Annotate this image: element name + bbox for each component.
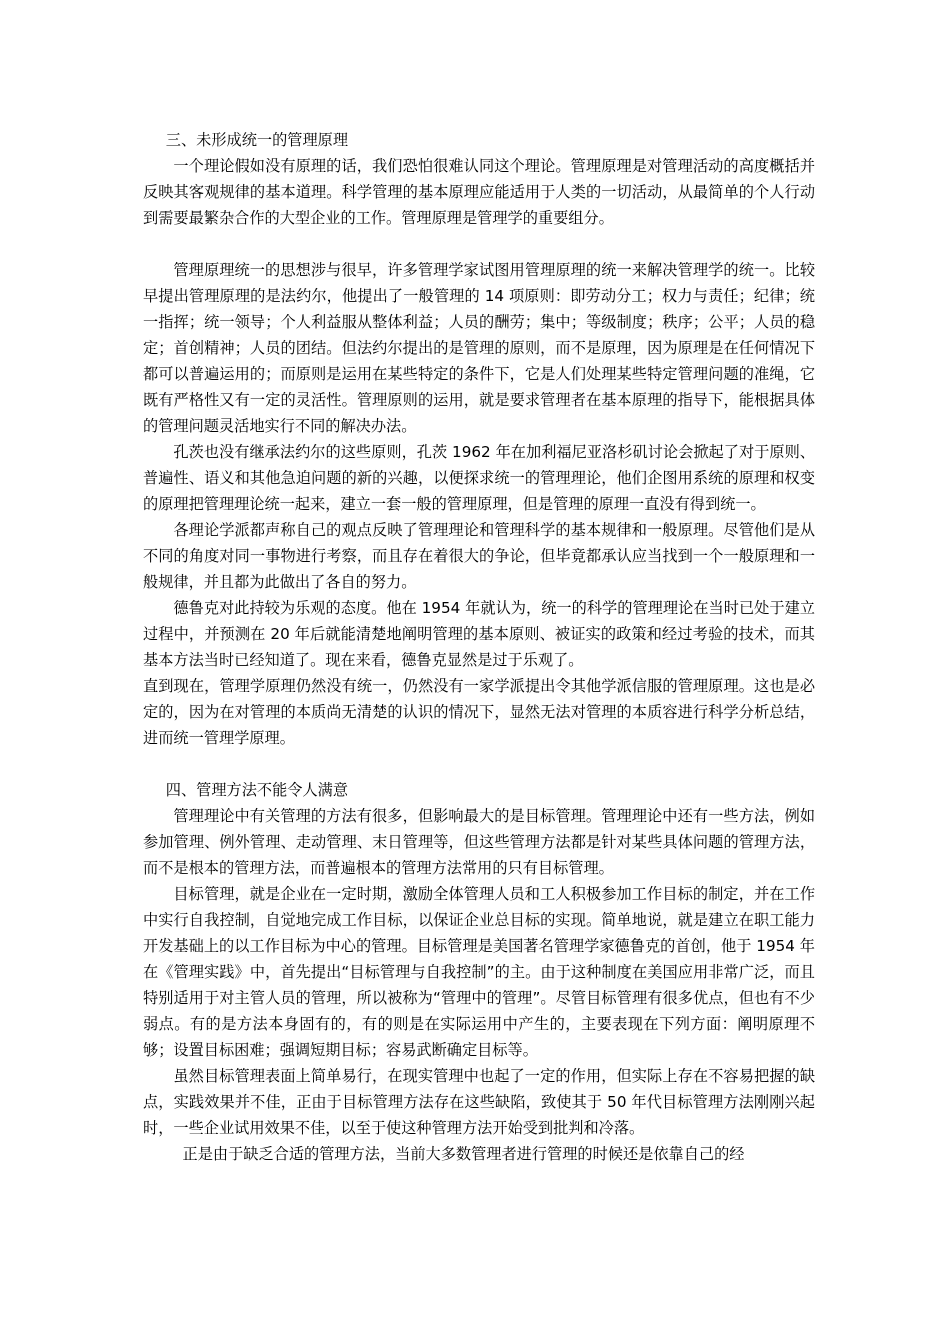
paragraph: 管理理论中有关管理的方法有很多，但影响最大的是目标管理。管理理论中还有一些方法，例如参加管理、例外管理、走动管理、末日管理等，但这些管理方法都是针对某些具体问题的管理方法，而不是根本的管理方法，而普遍根本的管理方法常用的只有目标管理。 [143,807,815,877]
paragraph-gap [143,751,815,777]
paragraph: 德鲁克对此持较为乐观的态度。他在 1954 年就认为，统一的科学的管理理论在当时已处于建立过程中，并预测在 20 年后就能清楚地阐明管理的基本原则、被证实的政策和经过考验的技术，而其基本方法当时已经知道了。现在来看，德鲁克显然是过于乐观了。 [143,599,815,669]
paragraph: 虽然目标管理表面上简单易行，在现实管理中也起了一定的作用，但实际上存在不容易把握的缺点，实践效果并不佳，正由于目标管理方法存在这些缺陷，致使其于 50 年代目标管理方法刚刚兴起时，一些企业试用效果不佳，以至于使这种管理方法开始受到批判和冷落。 [143,1067,815,1137]
paragraph: 一个理论假如没有原理的话，我们恐怕很难认同这个理论。管理原理是对管理活动的高度概括并反映其客观规律的基本道理。科学管理的基本原理应能适用于人类的一切活动，从最简单的个人行动到需要最繁杂合作的大型企业的工作。管理原理是管理学的重要组分。 [143,157,815,227]
paragraph-truncated: 正是由于缺乏合适的管理方法，当前大多数管理者进行管理的时候还是依靠自己的经 [182,1145,745,1163]
paragraph: 管理原理统一的思想涉与很早，许多管理学家试图用管理原理的统一来解决管理学的统一。比较早提出管理原理的是法约尔，他提出了一般管理的 14 项原则：即劳动分工；权力与责任；纪律；统一指挥；统一领导；个人利益服从整体利益；人员的酬劳；集中；等级制度；秩序；公平；人员的稳定；首创精神；人员的团结。但法约尔提出的是管理的原则，而不是原理，因为原理是在任何情况下都可以普遍运用的；而原则是运用在某些特定的条件下，它是人们处理某些特定管理问题的准绳，它既有严格性又有一定的灵活性。管理原则的运用，就是要求管理者在基本原理的指导下，能根据具体的管理问题灵活地实行不同的解决办法。 [143,261,815,435]
document-page [143,127,815,1167]
paragraph: 孔茨也没有继承法约尔的这些原则，孔茨 1962 年在加利福尼亚洛杉矶讨论会掀起了对于原则、普遍性、语义和其他急迫问题的新的兴趣，以便探求统一的管理理论，他们企图用系统的原理和权变的原理把管理理论统一起来，建立一套一般的管理原理，但是管理的原理一直没有得到统一。 [143,443,815,513]
paragraph: 各理论学派都声称自己的观点反映了管理理论和管理科学的基本规律和一般原理。尽管他们是从不同的角度对同一事物进行考察，而且存在着很大的争论，但毕竟都承认应当找到一个一般原理和一般规律，并且都为此做出了各自的努力。 [143,521,815,591]
section-heading-4: 四、管理方法不能令人满意 [165,781,349,799]
paragraph: 目标管理，就是企业在一定时期，激励全体管理人员和工人积极参加工作目标的制定，并在工作中实行自我控制，自觉地完成工作目标，以保证企业总目标的实现。简单地说，就是建立在职工能力开发基础上的以工作目标为中心的管理。目标管理是美国著名管理学家德鲁克的首创，他于 1954 年在《管理实践》中，首先提出“目标管理与自我控制”的主。由于这种制度在美国应用非常广泛，而且特别适用于对主管人员的管理，所以被称为“管理中的管理”。尽管目标管理有很多优点，但也有不少弱点。有的是方法本身固有的，有的则是在实际运用中产生的，主要表现在下列方面：阐明原理不够；设置目标困难；强调短期目标；容易武断确定目标等。 [143,885,815,1059]
section-heading-3: 三、未形成统一的管理原理 [165,131,349,149]
paragraph-gap [143,231,815,257]
paragraph: 直到现在，管理学原理仍然没有统一，仍然没有一家学派提出令其他学派信服的管理原理。这也是必定的，因为在对管理的本质尚无清楚的认识的情况下，显然无法对管理的本质容进行科学分析总结，进而统一管理学原理。 [143,677,815,747]
